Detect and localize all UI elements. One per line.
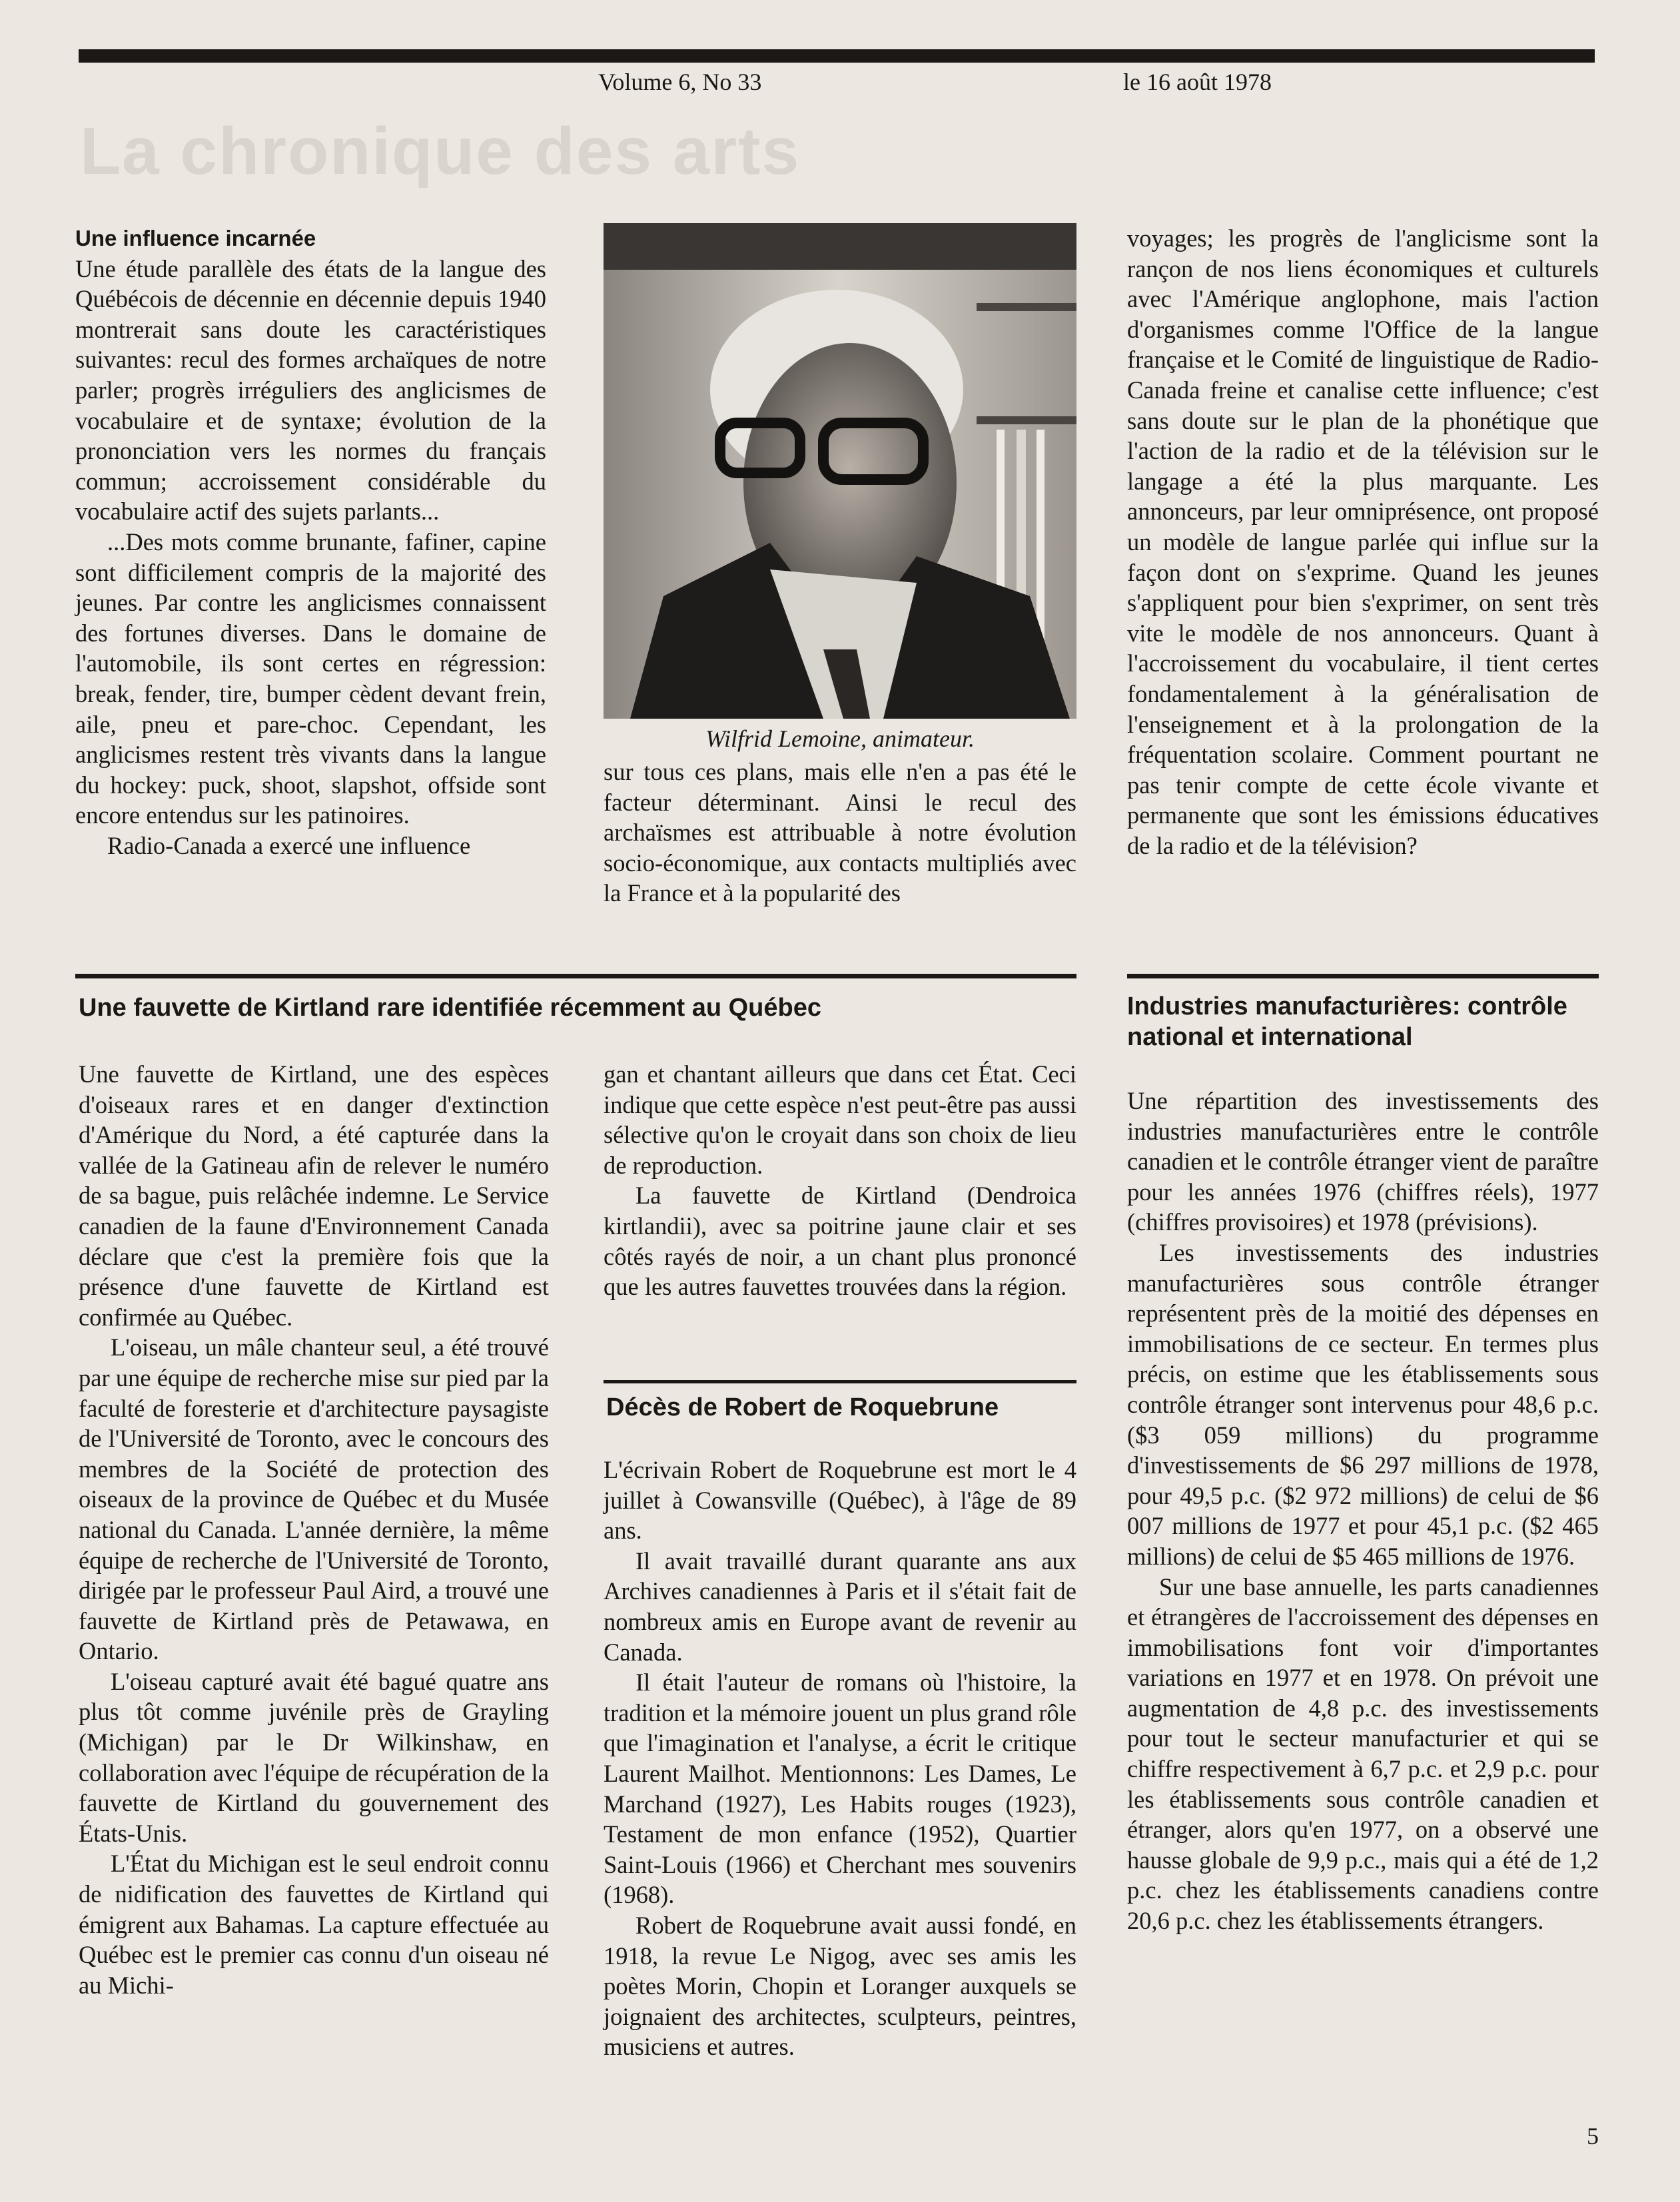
article2-para2: L'oiseau, un mâle chanteur seul, a été trouvé par une équipe de recherche mise sur pied par la faculté de foresterie et d'architecture paysagiste de l'Université de Toronto, avec le concours des membres de la Société de protection des oiseaux de la province de Québec et du Musée national du Canada. L'année dernière, la même équipe de recherche de l'Université de Toronto, dirigée par le professeur Paul Aird, a trouvé une fauvette de Kirtland près de Petawawa, en Ontario. (79, 1333, 549, 1665)
article3-rule (604, 1380, 1076, 1383)
portrait-photo (604, 223, 1076, 719)
article4-title: Industries manufacturières: contrôle national et international (1127, 992, 1567, 1051)
article3-body (604, 1455, 1076, 2062)
volume-number: Volume 6, No 33 (598, 69, 762, 95)
article3-para2: Il avait travaillé durant quarante ans aux Archives canadiennes à Paris et il s'était fait de nombreux amis en Europe avant de revenir au Canada. (604, 1547, 1076, 1666)
article3-para4: Robert de Roquebrune avait aussi fondé, en 1918, la revue Le Nigog, avec ses amis les poètes Morin, Chopin et Loranger auxquels se joignaient des architectes, sculpteurs, peintres, musiciens et autres. (604, 1911, 1076, 2061)
article3-title: Décès de Robert de Roquebrune (606, 1393, 999, 1421)
article2-col1 (79, 1059, 549, 2000)
article1-para1: Une étude parallèle des états de la langue des Québécois de décennie en décennie depuis 1940 montrerait sans doute les caractéristiques suivantes: recul des formes archaïques de notre parler; progrès irréguliers des anglicismes de vocabulaire et de syntaxe; évolution de la prononciation vers les normes du français commun; accroissement considérable du vocabulaire actif des sujets parlants... (75, 254, 546, 526)
article1-para3: Radio-Canada a exercé une influence (107, 831, 471, 859)
portrait-image (604, 223, 1076, 719)
article1-subhead: Une influence incarnée (75, 226, 316, 250)
article3-para3: Il était l'auteur de romans où l'histoire, la tradition et la mémoire jouent un plus grand rôle que l'imagination et l'analyse, a écrit le critique Laurent Mailhot. Mentionnons: Les Dames, Le Marchand (1927), Les Habits rouges (1923), Testament de mon enfance (1952), Quartier Saint-Louis (1966) et Cherchant mes souvenirs (1968). (604, 1668, 1076, 1909)
article1-col3-text: voyages; les progrès de l'anglicisme sont la rançon de nos liens économiques et culturels avec l'Amérique anglophone, mais l'action d'organismes comme l'Office de la langue française et le Comité de linguistique de Radio-Canada freine et canalise cette influence; c'est sans doute sur le plan de la phonétique que l'action de la radio et de la télévision sur le langage a été la plus marquante. Les annonceurs, par leur omniprésence, ont proposé un modèle de langue parlée qui influe sur la façon dont on s'exprime. Quand les jeunes s'appliquent pour bien s'exprimer, on sent très vite le modèle de nos annonceurs. Quant à l'accroissement du vocabulaire, il tient certes fondamentalement à la généralisation de l'enseignement et à la prolongation de la fréquentation scolaire. Comment pourtant ne pas tenir compte de cette école vivante et permanente que sont les émissions éducatives de la radio et de la télévision? (1127, 224, 1599, 859)
article2-title: Une fauvette de Kirtland rare identifiée récemment au Québec (79, 994, 822, 1022)
photo-caption: Wilfrid Lemoine, animateur. (705, 725, 975, 752)
article4-para2: Les investissements des industries manufacturières sous contrôle étranger représentent près de la moitié des dépenses en immobilisations de ce secteur. En termes plus précis, on estime que les établissements sous contrôle étranger sont intervenus pour 48,6 p.c. ($3 059 millions) du programme d'investissements de $6 297 millions de 1978, pour 49,5 p.c. ($2 972 millions) de celui de $6 007 millions de 1977 et pour 45,1 p.c. ($2 465 millions) de celui de $5 465 millions de 1976. (1127, 1238, 1599, 1570)
article1-col2-text: sur tous ces plans, mais elle n'en a pas été le facteur déterminant. Ainsi le recul des archaïsmes est attribuable à notre évolution socio-économique, aux contacts multipliés avec la France et à la popularité des (604, 758, 1076, 907)
article4-para3: Sur une base annuelle, les parts canadiennes et étrangères de l'accroissement des dépenses en immobilisations font voir d'importantes variations en 1977 et en 1978. On prévoit une augmentation de 4,8 p.c. des investissements pour tout le secteur manufacturier et qui se chiffre respectivement à 6,7 p.c. et 2,9 p.c. pour les établissements sous contrôle canadien et étranger, alors qu'en 1977, on a observé une hausse globale de 9,9 p.c., mais qui a été de 1,2 p.c. chez les établissements canadiens contre 20,6 p.c. chez les établissements étrangers. (1127, 1573, 1599, 1935)
bleed-through-title: La chronique des arts (80, 114, 801, 188)
article4-body (1127, 1086, 1599, 1936)
article1-col2 (604, 757, 1076, 909)
article2-col2-para1: gan et chantant ailleurs que dans cet État. Ceci indique que cette espèce n'est peut-être pas aussi sélective qu'on le croyait dans son choix de lieu de reproduction. (604, 1060, 1076, 1179)
article2-col2-para2: La fauvette de Kirtland (Dendroica kirtlandii), avec sa poitrine jaune clair et ses côtés rayés de noir, a un chant plus prononcé que les autres fauvettes trouvées dans la région. (604, 1182, 1076, 1301)
article1-para2: ...Des mots comme brunante, fafiner, capine sont difficilement compris de la majorité des jeunes. Par contre les anglicismes connaissent des fortunes diverses. Dans le domaine de l'automobile, ils sont certes en régression: break, fender, tire, bumper cèdent devant frein, aile, pneu et pare-choc. Cependant, les anglicismes restent très vivants dans la langue du hockey: puck, shoot, slapshot, offside sont encore entendus sur les patinoires. (75, 528, 546, 829)
article2-para1: Une fauvette de Kirtland, une des espèces d'oiseaux rares et en danger d'extinction d'Amérique du Nord, a été capturée dans la vallée de la Gatineau afin de relever le numéro de sa bague, puis relâchée indemne. Le Service canadien de la faune d'Environnement Canada déclare que c'est la première fois que la présence d'une fauvette de Kirtland est confirmée au Québec. (79, 1060, 549, 1331)
article1-col1 (75, 223, 546, 861)
article4-rule (1127, 974, 1599, 978)
top-rule (79, 49, 1595, 63)
issue-date: le 16 août 1978 (1123, 69, 1272, 95)
article3-para1: L'écrivain Robert de Roquebrune est mort le 4 juillet à Cowansville (Québec), à l'âge de 89 ans. (604, 1456, 1076, 1545)
article4-para1: Une répartition des investissements des industries manufacturières entre le contrôle canadien et le contrôle étranger vient de paraître pour les années 1976 (chiffres réels), 1977 (chiffres provisoires) et 1978 (prévisions). (1127, 1087, 1599, 1236)
article2-col2 (604, 1059, 1076, 1302)
page-number: 5 (1587, 2123, 1599, 2149)
article1-col3 (1127, 223, 1599, 861)
article2-para3: L'oiseau capturé avait été bagué quatre ans plus tôt comme juvénile près de Grayling (Michigan) par le Dr Wilkinshaw, en collaboration avec l'équipe de récupération de la fauvette de Kirtland du gouvernement des États-Unis. (79, 1667, 549, 1847)
article2-rule (75, 974, 1076, 978)
article2-para4: L'État du Michigan est le seul endroit connu de nidification des fauvettes de Kirtland qui émigrent aux Bahamas. La capture effectuée au Québec est le premier cas connu d'un oiseau né au Michi- (79, 1850, 549, 1999)
